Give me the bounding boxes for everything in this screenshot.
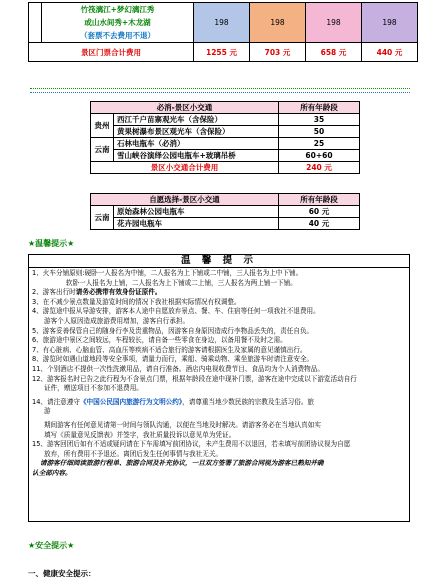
table-row xyxy=(91,194,360,206)
notice-line: 期间游客有任何意见请第一时间与领队沟通，以便在当地及时解决。请游客务必在当地认真如实 xyxy=(44,420,321,429)
notice-line: 游 xyxy=(44,407,51,416)
notice-line-prefix: 2、游客出行时 xyxy=(32,288,76,297)
item-price: 25 xyxy=(279,138,360,150)
total-label: 景区门票合计费用 xyxy=(29,43,194,62)
health-heading: 一、健康安全提示： xyxy=(28,569,96,578)
table-row xyxy=(91,218,360,230)
table-row xyxy=(91,126,360,138)
notice-closing: 请游客仔细阅读旅游行程单、旅游合同及补充协议，一旦双方签署了旅游合同视为游客已熟知并确 xyxy=(40,459,324,468)
table-row xyxy=(91,150,360,162)
notice-title: 温 馨 提 示 xyxy=(29,255,409,268)
notice-line: 1、火车分铺原则:硬卧一人报名为中铺，二人报名为上下铺或二中铺，三人报名为上中下铺。 xyxy=(32,269,303,277)
notice-line: 12、游客报名时已告之此行程为不含景点门票，根据年龄段在途中现补门票，游客在途中完成以下游览活动自行 xyxy=(32,374,357,383)
table-row xyxy=(91,114,360,126)
notice-line-suffix: ，请尊重当地少数民族的宗教及生活习俗。旅 xyxy=(182,397,315,406)
notice-line-prefix: 14、请注意遵守 xyxy=(32,397,80,406)
optional-traffic-table xyxy=(90,193,360,230)
item-name: 黄果树瀑布景区观光车（含保险） xyxy=(114,126,279,138)
divider xyxy=(30,88,410,89)
package-line-2: 或山水间秀+木龙湖 xyxy=(42,16,194,29)
notice-line: 证件，赠送项目不参加不退费用。 xyxy=(44,384,143,393)
age-header: 所有年龄段 xyxy=(279,102,360,114)
notice-line: 6、旅游途中景区之间较远，车程较长，请自备一些零食在身边，以备用餐不及时之需。 xyxy=(32,336,287,345)
table-row xyxy=(91,138,360,150)
notice-line: 游客个人原因造成旅游费用增加，游客自行承担。 xyxy=(44,316,190,325)
notice-line: 3、在不减少景点数量及游览时间的情况下我社根据实际情况有权调整。 xyxy=(32,297,241,306)
notice-line-emphasis: 请务必携带有效身份证原件。 xyxy=(75,288,162,297)
notice-line xyxy=(32,288,406,298)
item-name: 雪山峡谷演绎公园电瓶车+玻璃吊桥 xyxy=(114,150,279,162)
table-row xyxy=(91,206,360,218)
notice-box xyxy=(28,254,410,522)
item-price: 60 元 xyxy=(279,206,360,218)
table-row xyxy=(91,162,360,174)
item-price: 40 元 xyxy=(279,218,360,230)
ticket-price-table xyxy=(28,2,418,62)
price-cell: 198 xyxy=(250,3,306,43)
notice-line: 15、游客回团后如有不适或疑问请在下车需填写前团协议，未产生费用不以退回，若未填写前团协议视为自愿 xyxy=(32,440,351,449)
table-row xyxy=(91,102,360,114)
region-cell: 云南 xyxy=(91,138,114,162)
table-title: 自愿选择-景区小交通 xyxy=(91,194,279,206)
notice-line: 放弃，所有费用不予退还。离团后发生任何事情与我社无关。 xyxy=(44,449,223,458)
package-line-1: 竹筏漓江+梦幻漓江秀 xyxy=(42,3,194,17)
item-name: 花卉园电瓶车 xyxy=(114,218,279,230)
safety-heading: ★安全提示★ xyxy=(28,541,75,550)
total-cell: 1255 元 xyxy=(194,43,250,62)
notice-line: 11、个别酒店不提供一次性洗漱用品，请自行准备。酒店内电视收费节目、食品均为个人消费物品。 xyxy=(32,364,324,373)
region-cell: 云南 xyxy=(91,206,114,230)
blank-cell xyxy=(29,3,42,43)
notice-line-emphasis: 《中国公民国内旅游行为文明公约》 xyxy=(79,397,183,406)
item-price: 60+60 xyxy=(279,150,360,162)
notice-line: 8、游览时如遇山道地段等安全事项，请量力而行，乘船、骑乘动物、乘坐旅游车时请注意安全。 xyxy=(32,355,314,364)
item-name: 西江千户苗寨观光车（含保险） xyxy=(114,114,279,126)
notice-line: 4、游览途中报从导游安排，游客本人途中自愿放弃景点、餐、车、住宿等任何一项我社不退费用。 xyxy=(32,307,320,316)
notice-line: 填写《质量意见反馈表》并签字，我社质量投诉以意见单为凭证。 xyxy=(44,430,236,439)
notice-closing-2: 认全部内容。 xyxy=(32,468,72,477)
table-row xyxy=(29,3,418,17)
table-title: 必消-景区小交通 xyxy=(91,102,279,114)
region-cell: 贵州 xyxy=(91,114,114,138)
item-price: 35 xyxy=(279,114,360,126)
notice-line: 5、游客妥善保管自己的随身行李及贵重物品，因游客自身原因造成行李物品丢失的，责任自负。 xyxy=(32,326,314,335)
total-cell: 658 元 xyxy=(306,43,362,62)
total-cell: 440 元 xyxy=(362,43,418,62)
price-cell: 198 xyxy=(194,3,250,43)
notice-line: 7、有心脏病、心脑血管、高血压等疾病不适合旅行的游客请根据医生及家属的意见谨慎出行。 xyxy=(32,345,307,354)
divider xyxy=(30,92,410,93)
total-cell: 240 元 xyxy=(279,162,360,174)
required-traffic-table xyxy=(90,101,360,174)
price-cell: 198 xyxy=(306,3,362,43)
item-price: 50 xyxy=(279,126,360,138)
table-row xyxy=(29,43,418,62)
item-name: 原始森林公园电瓶车 xyxy=(114,206,279,218)
notice-body xyxy=(29,268,409,479)
notice-line: 软卧一人报名为上铺，二人报名为上下铺或二上铺，三人报名为两上铺一下铺。 xyxy=(66,278,297,287)
total-label: 景区小交通合计费用 xyxy=(91,162,279,174)
tips-heading: ★温馨提示★ xyxy=(28,239,75,248)
age-header: 所有年龄段 xyxy=(279,194,360,206)
price-cell: 198 xyxy=(362,3,418,43)
notice-line xyxy=(32,398,406,408)
item-name: 石林电瓶车（必消） xyxy=(114,138,279,150)
total-cell: 703 元 xyxy=(250,43,306,62)
package-note: （套票不去费用不退） xyxy=(42,29,194,43)
